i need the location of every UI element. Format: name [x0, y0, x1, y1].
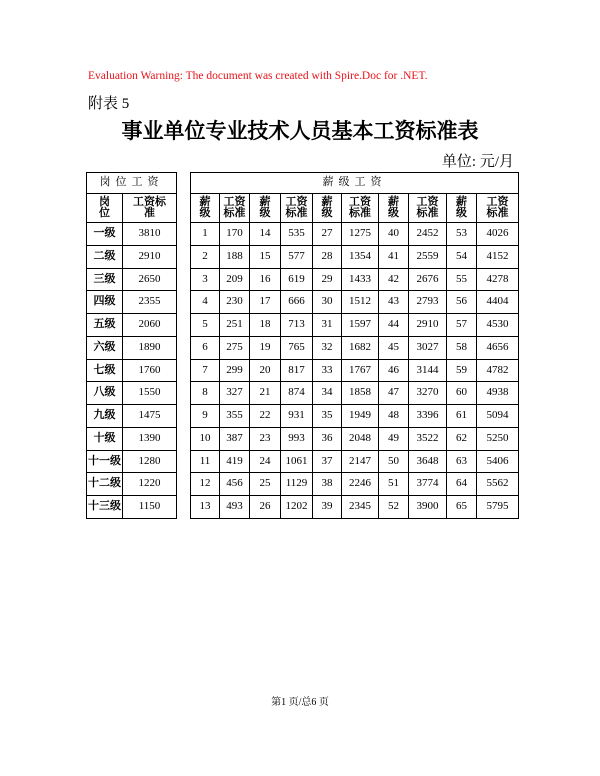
- grade-cell: 62: [447, 427, 477, 450]
- position-row: [87, 405, 177, 428]
- grade-cell: 26: [250, 496, 281, 519]
- grade-cell: 20: [250, 359, 281, 382]
- grade-standard-header: [281, 194, 313, 223]
- grade-standard-cell: 3522: [409, 427, 447, 450]
- grade-standard-cell: 5562: [477, 473, 519, 496]
- position-standard-header: [123, 194, 177, 223]
- grade-standard-cell: 2246: [342, 473, 379, 496]
- grade-row: [191, 314, 519, 337]
- grade-cell: 18: [250, 314, 281, 337]
- grade-standard-cell: 2452: [409, 223, 447, 246]
- grade-cell: 44: [379, 314, 409, 337]
- grade-standard-cell: 355: [220, 405, 250, 428]
- grade-row: [191, 496, 519, 519]
- grade-cell: 46: [379, 359, 409, 382]
- position-salary-table: [86, 172, 177, 519]
- position-level-cell: 二级: [87, 245, 123, 268]
- grade-cell: 14: [250, 223, 281, 246]
- grade-table-title: 薪级工资: [191, 173, 519, 194]
- grade-cell: 52: [379, 496, 409, 519]
- grade-cell: 16: [250, 268, 281, 291]
- position-level-cell: 十级: [87, 427, 123, 450]
- position-row: [87, 382, 177, 405]
- grade-cell: 36: [313, 427, 342, 450]
- grade-standard-cell: 1858: [342, 382, 379, 405]
- grade-standard-cell: 2910: [409, 314, 447, 337]
- grade-standard-cell: 1512: [342, 291, 379, 314]
- position-standard-cell: 1220: [123, 473, 177, 496]
- grade-header-text: 薪级: [259, 195, 271, 219]
- grade-cell: 41: [379, 245, 409, 268]
- position-level-cell: 八级: [87, 382, 123, 405]
- grade-standard-cell: 765: [281, 336, 313, 359]
- position-table-column-row: [87, 194, 177, 223]
- grade-row: [191, 268, 519, 291]
- grade-standard-cell: 1061: [281, 450, 313, 473]
- grade-standard-cell: 666: [281, 291, 313, 314]
- grade-cell: 30: [313, 291, 342, 314]
- grade-row: [191, 382, 519, 405]
- grade-cell: 32: [313, 336, 342, 359]
- position-row: [87, 473, 177, 496]
- grade-cell: 58: [447, 336, 477, 359]
- grade-standard-cell: 535: [281, 223, 313, 246]
- grade-cell: 33: [313, 359, 342, 382]
- grade-cell: 51: [379, 473, 409, 496]
- grade-standard-cell: 874: [281, 382, 313, 405]
- grade-standard-cell: 4530: [477, 314, 519, 337]
- grade-cell: 31: [313, 314, 342, 337]
- position-level-cell: 九级: [87, 405, 123, 428]
- evaluation-warning: Evaluation Warning: The document was created with Spire.Doc for .NET.: [88, 70, 428, 82]
- grade-standard-header: [409, 194, 447, 223]
- grade-cell: 50: [379, 450, 409, 473]
- position-level-header-text: 岗位: [98, 195, 110, 219]
- grade-cell: 56: [447, 291, 477, 314]
- position-standard-header-text: 工资标准: [133, 195, 166, 219]
- grade-standard-cell: 1275: [342, 223, 379, 246]
- grade-standard-cell: 993: [281, 427, 313, 450]
- position-standard-cell: 1150: [123, 496, 177, 519]
- page-footer: 第1 页/总6 页: [271, 697, 329, 708]
- grade-cell: 35: [313, 405, 342, 428]
- grade-header-text: 薪级: [321, 195, 333, 219]
- grade-cell: 13: [191, 496, 220, 519]
- position-level-cell: 四级: [87, 291, 123, 314]
- grade-cell: 57: [447, 314, 477, 337]
- grade-row: [191, 245, 519, 268]
- grade-cell: 39: [313, 496, 342, 519]
- grade-cell: 25: [250, 473, 281, 496]
- grade-cell: 8: [191, 382, 220, 405]
- grade-cell: 59: [447, 359, 477, 382]
- grade-table-header-row: [191, 173, 519, 194]
- grade-standard-header: [220, 194, 250, 223]
- grade-standard-cell: 419: [220, 450, 250, 473]
- position-level-cell: 五级: [87, 314, 123, 337]
- grade-cell: 17: [250, 291, 281, 314]
- grade-cell: 23: [250, 427, 281, 450]
- grade-header-text: 薪级: [199, 195, 211, 219]
- grade-cell: 15: [250, 245, 281, 268]
- grade-standard-cell: 1202: [281, 496, 313, 519]
- grade-standard-cell: 5094: [477, 405, 519, 428]
- position-level-header: [87, 194, 123, 223]
- grade-cell: 64: [447, 473, 477, 496]
- grade-standard-cell: 3774: [409, 473, 447, 496]
- grade-row: [191, 223, 519, 246]
- grade-cell: 54: [447, 245, 477, 268]
- grade-cell: 38: [313, 473, 342, 496]
- position-row: [87, 496, 177, 519]
- grade-cell: 24: [250, 450, 281, 473]
- grade-standard-cell: 2147: [342, 450, 379, 473]
- grade-standard-cell: 493: [220, 496, 250, 519]
- position-row: [87, 336, 177, 359]
- grade-standard-cell: 209: [220, 268, 250, 291]
- grade-row: [191, 450, 519, 473]
- position-row: [87, 291, 177, 314]
- grade-standard-cell: 4026: [477, 223, 519, 246]
- position-level-cell: 七级: [87, 359, 123, 382]
- grade-cell: 53: [447, 223, 477, 246]
- grade-standard-cell: 931: [281, 405, 313, 428]
- unit-label: 单位: 元/月: [441, 154, 514, 170]
- position-level-cell: 一级: [87, 223, 123, 246]
- position-standard-cell: 1280: [123, 450, 177, 473]
- position-row: [87, 314, 177, 337]
- grade-standard-cell: 188: [220, 245, 250, 268]
- grade-cell: 48: [379, 405, 409, 428]
- grade-standard-cell: 3648: [409, 450, 447, 473]
- grade-row: [191, 359, 519, 382]
- grade-cell: 40: [379, 223, 409, 246]
- grade-cell: 47: [379, 382, 409, 405]
- grade-standard-cell: 619: [281, 268, 313, 291]
- position-table-title: 岗位工资: [87, 173, 177, 194]
- grade-row: [191, 336, 519, 359]
- grade-standard-cell: 4404: [477, 291, 519, 314]
- grade-cell: 11: [191, 450, 220, 473]
- grade-cell: 27: [313, 223, 342, 246]
- grade-header-text: 薪级: [387, 195, 399, 219]
- grade-standard-cell: 2676: [409, 268, 447, 291]
- grade-standard-header-text: 工资标准: [285, 195, 308, 219]
- grade-cell: 60: [447, 382, 477, 405]
- grade-cell: 43: [379, 291, 409, 314]
- position-standard-cell: 1550: [123, 382, 177, 405]
- grade-standard-cell: 251: [220, 314, 250, 337]
- grade-salary-table: [190, 172, 519, 519]
- position-standard-cell: 2650: [123, 268, 177, 291]
- grade-standard-cell: 3027: [409, 336, 447, 359]
- grade-standard-cell: 5250: [477, 427, 519, 450]
- position-level-cell: 十三级: [87, 496, 123, 519]
- grade-header: [250, 194, 281, 223]
- position-level-cell: 十二级: [87, 473, 123, 496]
- grade-standard-cell: 5795: [477, 496, 519, 519]
- grade-standard-cell: 4278: [477, 268, 519, 291]
- grade-standard-cell: 2345: [342, 496, 379, 519]
- grade-cell: 6: [191, 336, 220, 359]
- grade-standard-header-text: 工资标准: [486, 195, 509, 219]
- grade-standard-cell: 3900: [409, 496, 447, 519]
- grade-standard-header-text: 工资标准: [223, 195, 246, 219]
- grade-cell: 37: [313, 450, 342, 473]
- grade-cell: 3: [191, 268, 220, 291]
- position-row: [87, 245, 177, 268]
- grade-header-text: 薪级: [455, 195, 467, 219]
- grade-cell: 5: [191, 314, 220, 337]
- grade-cell: 1: [191, 223, 220, 246]
- grade-standard-cell: 387: [220, 427, 250, 450]
- grade-cell: 2: [191, 245, 220, 268]
- grade-standard-cell: 3270: [409, 382, 447, 405]
- page-title: 事业单位专业技术人员基本工资标准表: [121, 119, 479, 143]
- grade-standard-cell: 2793: [409, 291, 447, 314]
- grade-row: [191, 405, 519, 428]
- grade-header: [313, 194, 342, 223]
- grade-standard-header-text: 工资标准: [349, 195, 371, 219]
- position-row: [87, 268, 177, 291]
- grade-row: [191, 473, 519, 496]
- grade-standard-header-text: 工资标准: [416, 195, 439, 219]
- grade-standard-cell: 2048: [342, 427, 379, 450]
- grade-row: [191, 291, 519, 314]
- grade-cell: 21: [250, 382, 281, 405]
- position-table-header-row: [87, 173, 177, 194]
- position-row: [87, 223, 177, 246]
- position-standard-cell: 2060: [123, 314, 177, 337]
- grade-standard-cell: 5406: [477, 450, 519, 473]
- grade-cell: 63: [447, 450, 477, 473]
- grade-cell: 12: [191, 473, 220, 496]
- grade-row: [191, 427, 519, 450]
- annex-label: 附表 5: [88, 96, 130, 112]
- grade-cell: 55: [447, 268, 477, 291]
- grade-standard-header: [342, 194, 379, 223]
- grade-standard-cell: 4152: [477, 245, 519, 268]
- position-level-cell: 六级: [87, 336, 123, 359]
- grade-standard-cell: 713: [281, 314, 313, 337]
- grade-standard-cell: 275: [220, 336, 250, 359]
- grade-standard-cell: 1433: [342, 268, 379, 291]
- position-row: [87, 450, 177, 473]
- position-standard-cell: 1390: [123, 427, 177, 450]
- grade-standard-cell: 170: [220, 223, 250, 246]
- grade-standard-cell: 1767: [342, 359, 379, 382]
- grade-cell: 9: [191, 405, 220, 428]
- grade-cell: 22: [250, 405, 281, 428]
- grade-cell: 42: [379, 268, 409, 291]
- grade-cell: 10: [191, 427, 220, 450]
- grade-cell: 29: [313, 268, 342, 291]
- grade-cell: 61: [447, 405, 477, 428]
- grade-standard-cell: 817: [281, 359, 313, 382]
- grade-standard-cell: 2559: [409, 245, 447, 268]
- grade-cell: 34: [313, 382, 342, 405]
- grade-standard-cell: 3396: [409, 405, 447, 428]
- grade-standard-cell: 456: [220, 473, 250, 496]
- position-standard-cell: 2910: [123, 245, 177, 268]
- grade-standard-cell: 1682: [342, 336, 379, 359]
- grade-cell: 28: [313, 245, 342, 268]
- position-standard-cell: 2355: [123, 291, 177, 314]
- grade-standard-cell: 1597: [342, 314, 379, 337]
- position-standard-cell: 3810: [123, 223, 177, 246]
- grade-standard-cell: 1949: [342, 405, 379, 428]
- grade-header: [447, 194, 477, 223]
- grade-cell: 7: [191, 359, 220, 382]
- grade-standard-cell: 1129: [281, 473, 313, 496]
- grade-standard-cell: 4656: [477, 336, 519, 359]
- grade-standard-cell: 4938: [477, 382, 519, 405]
- position-standard-cell: 1475: [123, 405, 177, 428]
- grade-standard-cell: 3144: [409, 359, 447, 382]
- grade-table-column-row: [191, 194, 519, 223]
- grade-standard-cell: 4782: [477, 359, 519, 382]
- grade-cell: 4: [191, 291, 220, 314]
- position-standard-cell: 1760: [123, 359, 177, 382]
- grade-standard-cell: 1354: [342, 245, 379, 268]
- position-level-cell: 十一级: [87, 450, 123, 473]
- grade-standard-cell: 230: [220, 291, 250, 314]
- grade-cell: 45: [379, 336, 409, 359]
- grade-header: [191, 194, 220, 223]
- position-row: [87, 359, 177, 382]
- grade-standard-cell: 327: [220, 382, 250, 405]
- grade-standard-cell: 577: [281, 245, 313, 268]
- position-row: [87, 427, 177, 450]
- position-standard-cell: 1890: [123, 336, 177, 359]
- grade-standard-header: [477, 194, 519, 223]
- grade-cell: 65: [447, 496, 477, 519]
- grade-standard-cell: 299: [220, 359, 250, 382]
- grade-cell: 19: [250, 336, 281, 359]
- position-level-cell: 三级: [87, 268, 123, 291]
- grade-cell: 49: [379, 427, 409, 450]
- grade-header: [379, 194, 409, 223]
